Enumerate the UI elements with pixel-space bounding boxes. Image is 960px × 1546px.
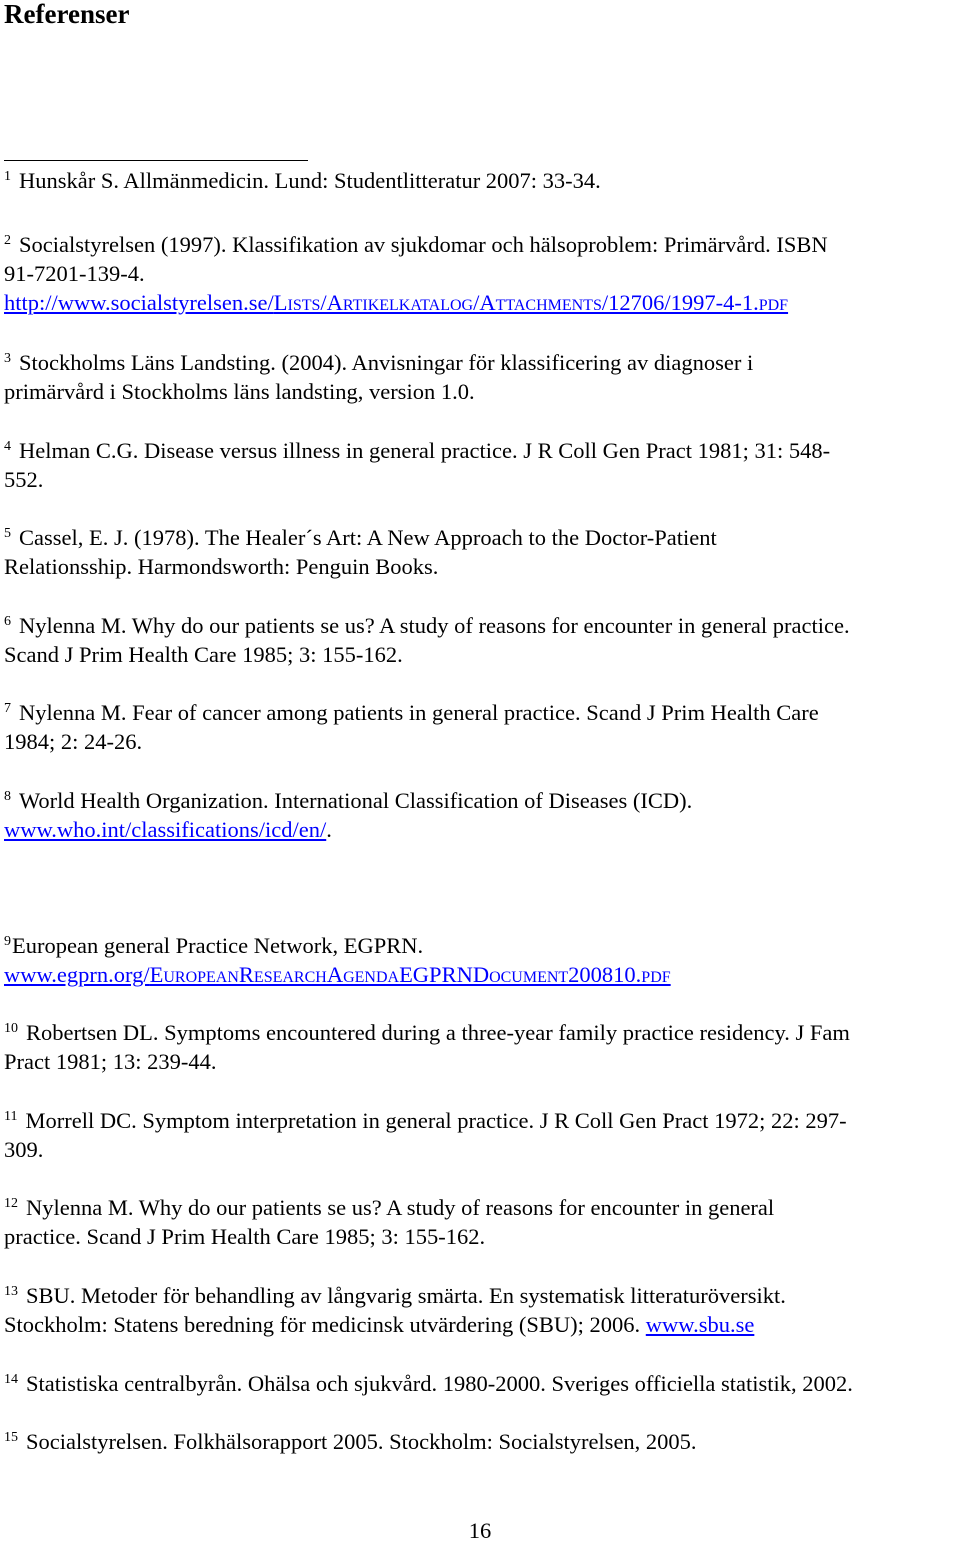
reference-11: [4, 1106, 958, 1164]
reference-text: 1984; 2: 24-26.: [4, 729, 143, 754]
reference-text: Stockholm: Statens beredning för medicinsk utvärdering (SBU); 2006.: [4, 1312, 641, 1337]
reference-text: primärvård i Stockholms läns landsting, version 1.0.: [4, 379, 475, 404]
reference-12: [4, 1193, 958, 1251]
reference-text: Nylenna M. Why do our patients se us? A study of reasons for encounter in general practice.: [19, 613, 850, 638]
reference-number: 2: [4, 233, 11, 248]
reference-text: Morrell DC. Symptom interpretation in general practice. J R Coll Gen Pract 1972; 22: 297-: [25, 1108, 847, 1133]
reference-text: Helman C.G. Disease versus illness in general practice. J R Coll Gen Pract 1981; 31: 548-: [19, 438, 831, 463]
reference-text: .: [326, 817, 332, 842]
reference-text: Relationsship. Harmondsworth: Penguin Books.: [4, 554, 439, 579]
page-heading: Referenser: [4, 0, 130, 29]
reference-link[interactable]: www.who.int/classifications/icd/en/: [4, 817, 327, 842]
reference-number: 5: [4, 526, 11, 541]
reference-number: 14: [4, 1372, 18, 1387]
reference-9: [4, 931, 958, 989]
reference-text: practice. Scand J Prim Health Care 1985; 3: 155-162.: [4, 1224, 486, 1249]
reference-number: 9: [4, 934, 11, 949]
reference-text: Nylenna M. Why do our patients se us? A study of reasons for encounter in general: [26, 1195, 775, 1220]
reference-8: [4, 786, 958, 844]
reference-text: Hunskår S. Allmänmedicin. Lund: Studentlitteratur 2007: 33-34.: [19, 168, 601, 193]
reference-14: [4, 1369, 958, 1398]
reference-6: [4, 611, 958, 669]
reference-number: 8: [4, 789, 11, 804]
reference-number: 11: [4, 1109, 18, 1124]
reference-number: 6: [4, 614, 11, 629]
reference-text: 91-7201-139-4.: [4, 261, 145, 286]
reference-text: Socialstyrelsen (1997). Klassifikation av sjukdomar och hälsoproblem: Primärvård. ISBN: [19, 232, 828, 257]
reference-link[interactable]: www.egprn.org/EuropeanResearchAgendaEGPRNDocument200810.pdf: [4, 962, 671, 987]
reference-number: 7: [4, 701, 11, 716]
reference-text: Robertsen DL. Symptoms encountered during a three-year family practice residency. J Fam: [26, 1020, 850, 1045]
reference-number: 1: [4, 169, 11, 184]
reference-text: World Health Organization. International Classification of Diseases (ICD).: [19, 788, 693, 813]
reference-text: SBU. Metoder för behandling av långvarig smärta. En systematisk litteraturöversikt.: [26, 1283, 786, 1308]
reference-4: [4, 436, 958, 494]
reference-number: 4: [4, 439, 11, 454]
reference-text: 552.: [4, 467, 44, 492]
reference-15: [4, 1427, 958, 1456]
reference-text: Scand J Prim Health Care 1985; 3: 155-162.: [4, 642, 403, 667]
reference-text: Statistiska centralbyrån. Ohälsa och sjukvård. 1980-2000. Sveriges officiella statistik, 2002.: [26, 1371, 853, 1396]
reference-link[interactable]: www.sbu.se: [645, 1312, 755, 1337]
reference-1: [4, 166, 958, 195]
reference-number: 12: [4, 1196, 18, 1211]
footnote-separator: [4, 160, 308, 161]
reference-text: Stockholms Läns Landsting. (2004). Anvisningar för klassificering av diagnoser i: [19, 350, 754, 375]
reference-text: Nylenna M. Fear of cancer among patients in general practice. Scand J Prim Health Care: [19, 700, 819, 725]
reference-5: [4, 523, 958, 581]
reference-number: 3: [4, 351, 11, 366]
page-number: 16: [468, 1518, 492, 1543]
reference-2: [4, 230, 958, 317]
reference-text: Pract 1981; 13: 239-44.: [4, 1049, 217, 1074]
reference-3: [4, 348, 958, 406]
reference-13: [4, 1281, 958, 1339]
reference-text: 309.: [4, 1137, 44, 1162]
reference-text: Cassel, E. J. (1978). The Healer´s Art: A New Approach to the Doctor-Patient: [19, 525, 717, 550]
reference-10: [4, 1018, 958, 1076]
reference-link[interactable]: http://www.socialstyrelsen.se/Lists/Artikelkatalog/Attachments/12706/1997-4-1.pdf: [4, 290, 789, 315]
reference-number: 15: [4, 1430, 18, 1445]
reference-text: Socialstyrelsen. Folkhälsorapport 2005. Stockholm: Socialstyrelsen, 2005.: [26, 1429, 697, 1454]
reference-7: [4, 698, 958, 756]
reference-number: 10: [4, 1021, 18, 1036]
reference-text: European general Practice Network, EGPRN.: [12, 933, 424, 958]
reference-number: 13: [4, 1284, 18, 1299]
